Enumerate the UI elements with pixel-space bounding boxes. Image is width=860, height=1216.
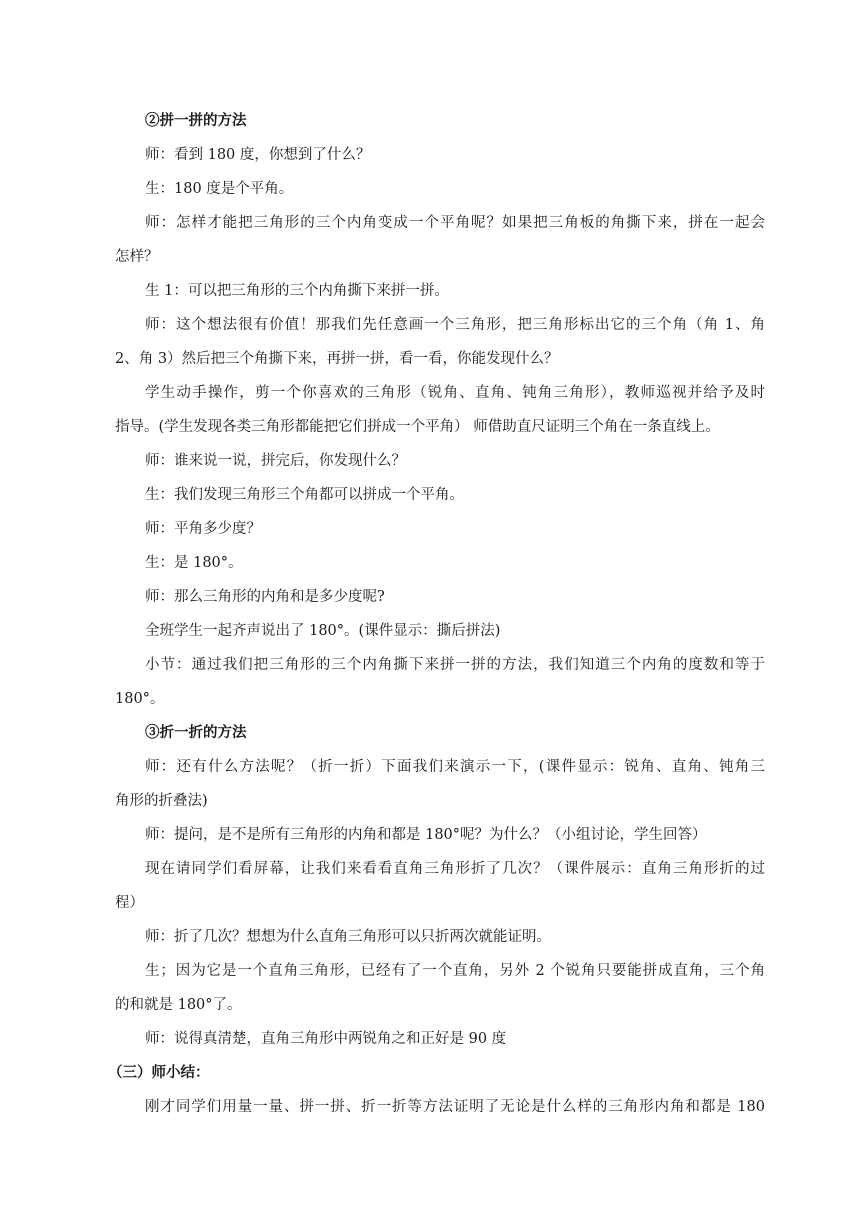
paragraph-continuation: 2、角 3）然后把三个角撕下来，再拼一拼，看一看，你能发现什么？ [115,351,559,367]
paragraph: 现在请同学们看屏幕，让我们来看看直角三角形折了几次？（课件展示：直角三角形折的过 [145,861,765,877]
paragraph: 师：提问，是不是所有三角形的内角和都是 180°呢？为什么？（小组讨论，学生回答） [145,827,707,843]
paragraph: 生 1：可以把三角形的三个内角撕下来拼一拼。 [145,283,449,299]
paragraph: 师：那么三角形的内角和是多少度呢? [145,589,385,605]
paragraph: 生：我们发现三角形三个角都可以拼成一个平角。 [145,487,464,503]
paragraph-continuation: 角形的折叠法) [115,793,208,809]
paragraph-continuation: 指导。(学生发现各类三角形都能把它们拼成一个平角） 师借助直尺证明三个角在一条直线上。 [115,419,720,435]
paragraph: 师：还有什么方法呢？（折一折）下面我们来演示一下，(课件显示：锐角、直角、钝角三 [145,759,765,775]
paragraph: 师：怎样才能把三角形的三个内角变成一个平角呢？如果把三角板的角撕下来，拼在一起会 [145,215,765,231]
paragraph: 学生动手操作，剪一个你喜欢的三角形（锐角、直角、钝角三角形），教师巡视并给予及时 [145,385,765,401]
paragraph: 生：是 180°。 [145,555,243,571]
paragraph: 师：这个想法很有价值！那我们先任意画一个三角形，把三角形标出它的三个角（角 1、角 [145,317,765,333]
section-heading-piece: ②拼一拼的方法 [145,112,247,129]
paragraph: 生；因为它是一个直角三角形，已经有了一个直角，另外 2 个锐角只要能拼成直角，三个角 [145,963,765,979]
paragraph: 刚才同学们用量一量、拼一拼、折一折等方法证明了无论是什么样的三角形内角和都是 180 [145,1099,765,1115]
paragraph-continuation: 程） [115,895,144,911]
paragraph: 师：平角多少度？ [145,521,261,537]
paragraph-continuation: 180°。 [115,691,165,707]
paragraph: 全班学生一起齐声说出了 180°。(课件显示：撕后拼法) [145,623,501,639]
paragraph: 师：看到 180 度，你想到了什么？ [145,147,371,163]
section-heading-fold: ③折一折的方法 [145,724,247,741]
paragraph-continuation: 的和就是 180°了。 [115,997,242,1013]
paragraph: 师：折了几次？想想为什么直角三角形可以只折两次就能证明。 [145,929,551,945]
paragraph: 师：谁来说一说，拼完后，你发现什么？ [145,453,406,469]
paragraph: 师：说得真清楚，直角三角形中两锐角之和正好是 90 度 [145,1031,507,1047]
section-heading-summary: （三）师小结： [108,1064,210,1081]
paragraph-continuation: 怎样？ [115,249,159,265]
paragraph: 生：180 度是个平角。 [145,181,294,197]
paragraph: 小节：通过我们把三角形的三个内角撕下来拼一拼的方法，我们知道三个内角的度数和等于 [145,657,765,673]
